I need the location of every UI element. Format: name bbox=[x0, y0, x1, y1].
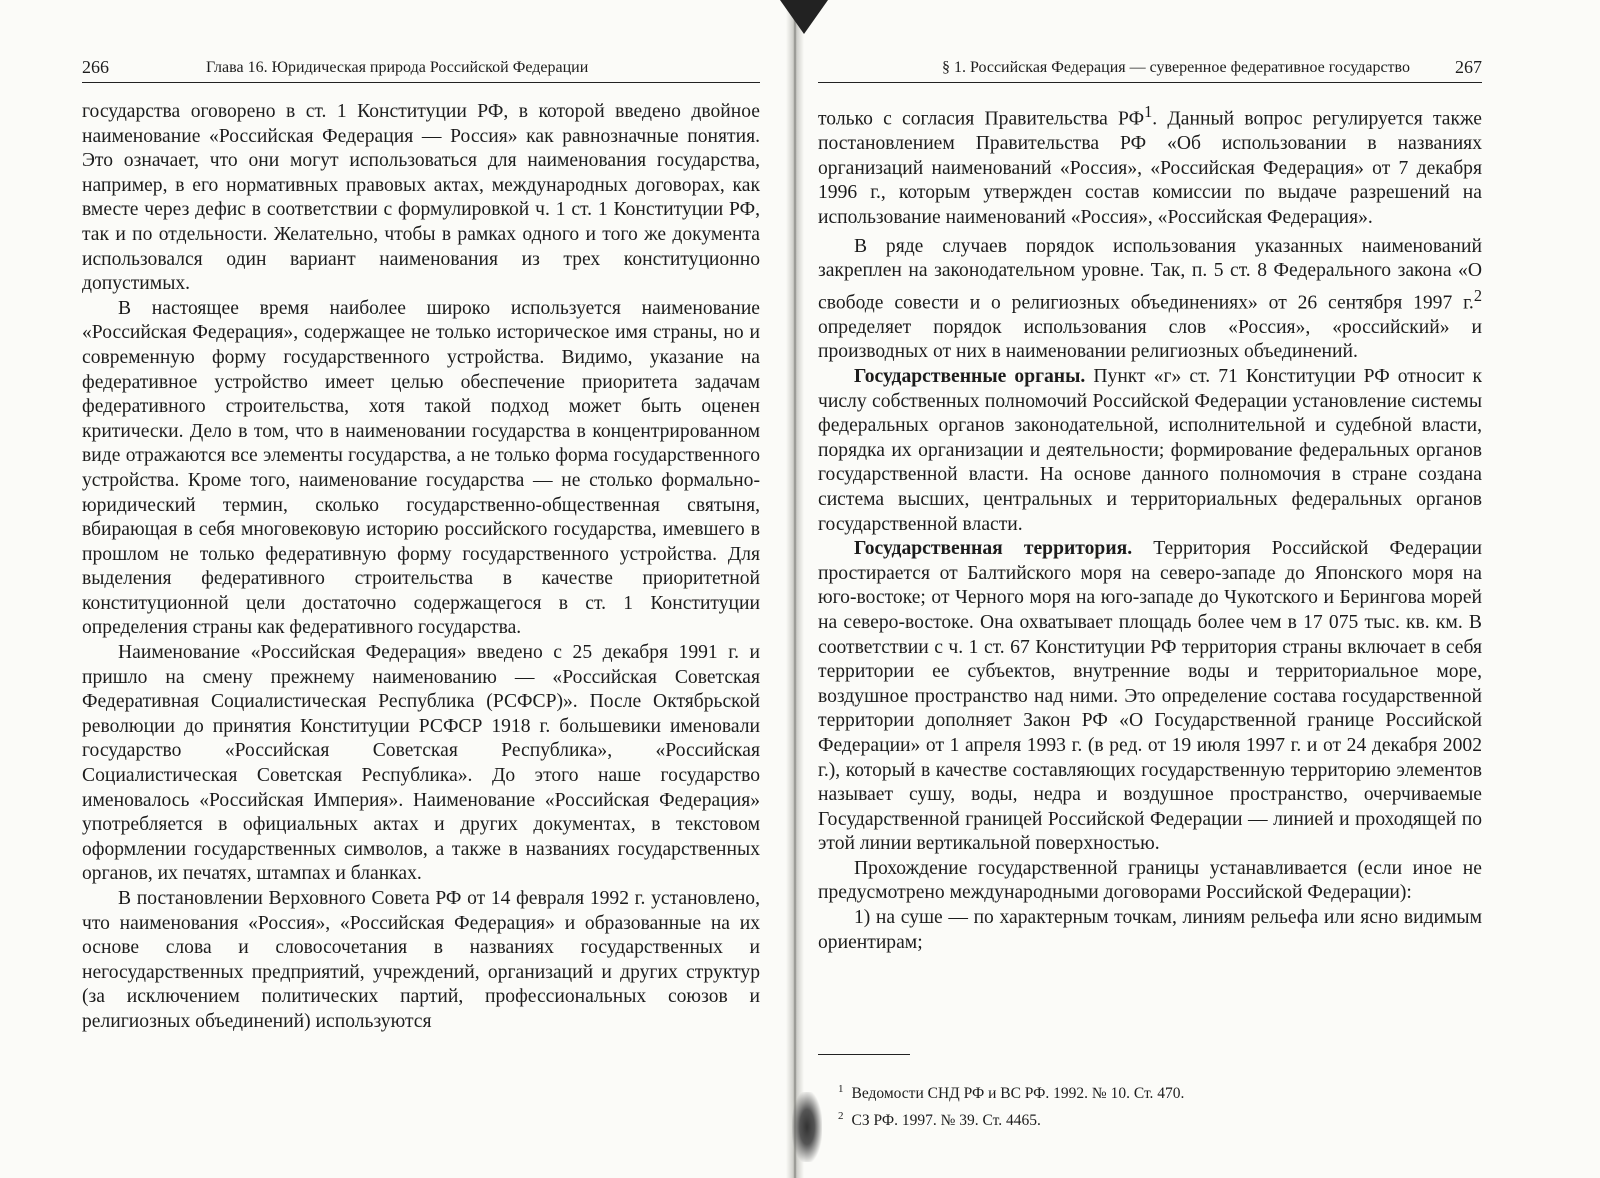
paragraph: Государственные органы. Пункт «г» ст. 71 Конституции РФ относит к числу собственных полномочий Российской Федерации установление системы федеральных органов законодательной, исполнительной и судебной власти, порядка их организации и деятельности; формирование федеральных органов государственной власти. На основе данного полномочия в стране создана система высших, центральных и территориальных федеральных органов государственной власти. bbox=[818, 366, 1482, 535]
section-heading: Государственные органы. bbox=[854, 366, 1086, 387]
running-head-left bbox=[82, 52, 760, 83]
book-gutter bbox=[786, 0, 804, 1178]
page-number: 267 bbox=[1455, 57, 1482, 77]
page-number: 266 bbox=[82, 57, 109, 77]
right-page-body bbox=[818, 100, 1482, 955]
right-page bbox=[818, 0, 1482, 1178]
left-page bbox=[82, 0, 760, 1178]
running-title: Глава 16. Юридическая природа Российской Федерации bbox=[206, 59, 589, 76]
footnote-ref: 2 bbox=[1473, 285, 1482, 305]
footnote: $^1$ Ведомости СНД РФ и ВС РФ. 1992. № 10. Ст. 470. bbox=[838, 1083, 1185, 1103]
paragraph: В постановлении Верховного Совета РФ от 14 февраля 1992 г. установлено, что наименования «Россия», «Российская Федерация» и образованные на их основе слова и словосочетания в названиях государственных и негосударственных предприятий, учреждений, организаций и других структур (за исключением политических партий, профессиональных союзов и религиозных объединений) используются bbox=[82, 888, 760, 1032]
running-head-right bbox=[818, 52, 1482, 83]
running-title: § 1. Российская Федерация — суверенное федеративное государство bbox=[941, 59, 1410, 76]
paragraph: государства оговорено в ст. 1 Конституции РФ, в которой введено двойное наименование «Российская Федерация — Россия» как равнозначные понятия. Это означает, что они могут использоваться для наименования государства, например, в его нормативных правовых актах, международных договорах, как вместе через дефис в соответствии с формулировкой ч. 1 ст. 1 Конституции РФ, так и по отдельности. Желательно, чтобы в рамках одного и того же документа использовался один вариант наименования из трех конституционно допустимых. bbox=[82, 101, 760, 295]
section-heading: Государственная территория. bbox=[854, 538, 1133, 560]
paragraph: только с согласия Правительства $РФ^1$. Данный вопрос регулируется также постановлением Правительства РФ «Об использовании в названиях организаций наименований «Россия», «Российская Федерация» от 7 декабря 1996 г., которым утвержден состав комиссии по выдаче разрешений на использование наименований «Россия», «Российская Федерация». bbox=[818, 102, 1482, 228]
footnote: $^2$ СЗ РФ. 1997. № 39. Ст. 4465. bbox=[838, 1110, 1041, 1130]
paragraph: В настоящее время наиболее широко используется наименование «Российская Федерация», содержащее не только историческое имя страны, но и современную форму государственного устройства. Видимо, указание на федеративное устройство имеет целью обеспечение приоритета задачам федеративного строительства, хотя такой подход может быть оценен критически. Дело в том, что в наименовании государства в концентрированном виде отражаются все элементы государства, а не только форма государственного устройства. Кроме того, наименование государства — не столько формально-юридический термин, сколько государственно-общественная святыня, вбирающая в себя многовековую историю российского государства, имевшего в прошлом не только федеративную форму государственного устройства. Для выделения федеративного строительства в качестве приоритетной конституционной цели достаточно содержащегося в ст. 1 Конституции определения страны как федеративного государства. bbox=[82, 297, 760, 639]
scan-smudge bbox=[792, 1092, 822, 1162]
footnotes bbox=[838, 1078, 1482, 1132]
left-page-body bbox=[82, 100, 760, 1035]
paragraph: Государственная территория. Территория Российской Федерации простирается от Балтийского моря на северо-западе до Японского моря на юго-востоке; от Черного моря на юго-западе до Чукотского и Берингова морей на северо-востоке. Она охватывает площадь более чем в 17 075 тыс. кв. км. В соответствии с ч. 1 ст. 67 Конституции РФ территория страны включает в себя территории ее субъектов, внутренние воды и территориальное море, воздушное пространство над ними. Это определение состава государственной территории дополняет Закон РФ «О Государственной границе Российской Федерации» от 1 апреля 1993 г. (в ред. от 19 июля 1997 г. и от 24 декабря 2002 г.), который в качестве составляющих государственную территорию элементов называет сушу, воды, недра и воздушное пространство, очерчиваемые Государственной границей Российской Федерации — линией и проходящей по этой линии вертикальной поверхностью. bbox=[818, 538, 1482, 855]
footnote-rule bbox=[818, 1054, 910, 1055]
list-item: 1) на суше — по характерным точкам, линиям рельефа или ясно видимым ориентирам; bbox=[818, 907, 1482, 953]
paragraph: Наименование «Российская Федерация» введено с 25 декабря 1991 г. и пришло на смену прежнему наименованию — «Российская Советская Федеративная Социалистическая Республика (РСФСР)». После Октябрьской революции до принятия Конституции РСФСР 1918 г. большевики именовали государство «Российская Советская Республика», «Российская Социалистическая Советская Республика». До этого наше государство именовалось «Российская Империя». Наименование «Российская Федерация» употребляется в официальных актах и других документах, в текстовом оформлении государственных символов, а также в названиях государственных органов, их печатях, штампах и бланках. bbox=[82, 642, 760, 885]
footnote-ref: 1 bbox=[1144, 102, 1153, 121]
paragraph: Прохождение государственной границы устанавливается (если иное не предусмотрено международными договорами Российской Федерации): bbox=[818, 857, 1482, 904]
paragraph: В ряде случаев порядок использования указанных наименований закреплен на законодательном уровне. Так, п. 5 ст. 8 Федерального закона «О свободе совести и о религиозных объединениях» от 26 сентября 1997 г.$^2$ определяет порядок использования слов «Россия», «российский» и производных от них в наименовании религиозных объединений. bbox=[818, 235, 1482, 363]
